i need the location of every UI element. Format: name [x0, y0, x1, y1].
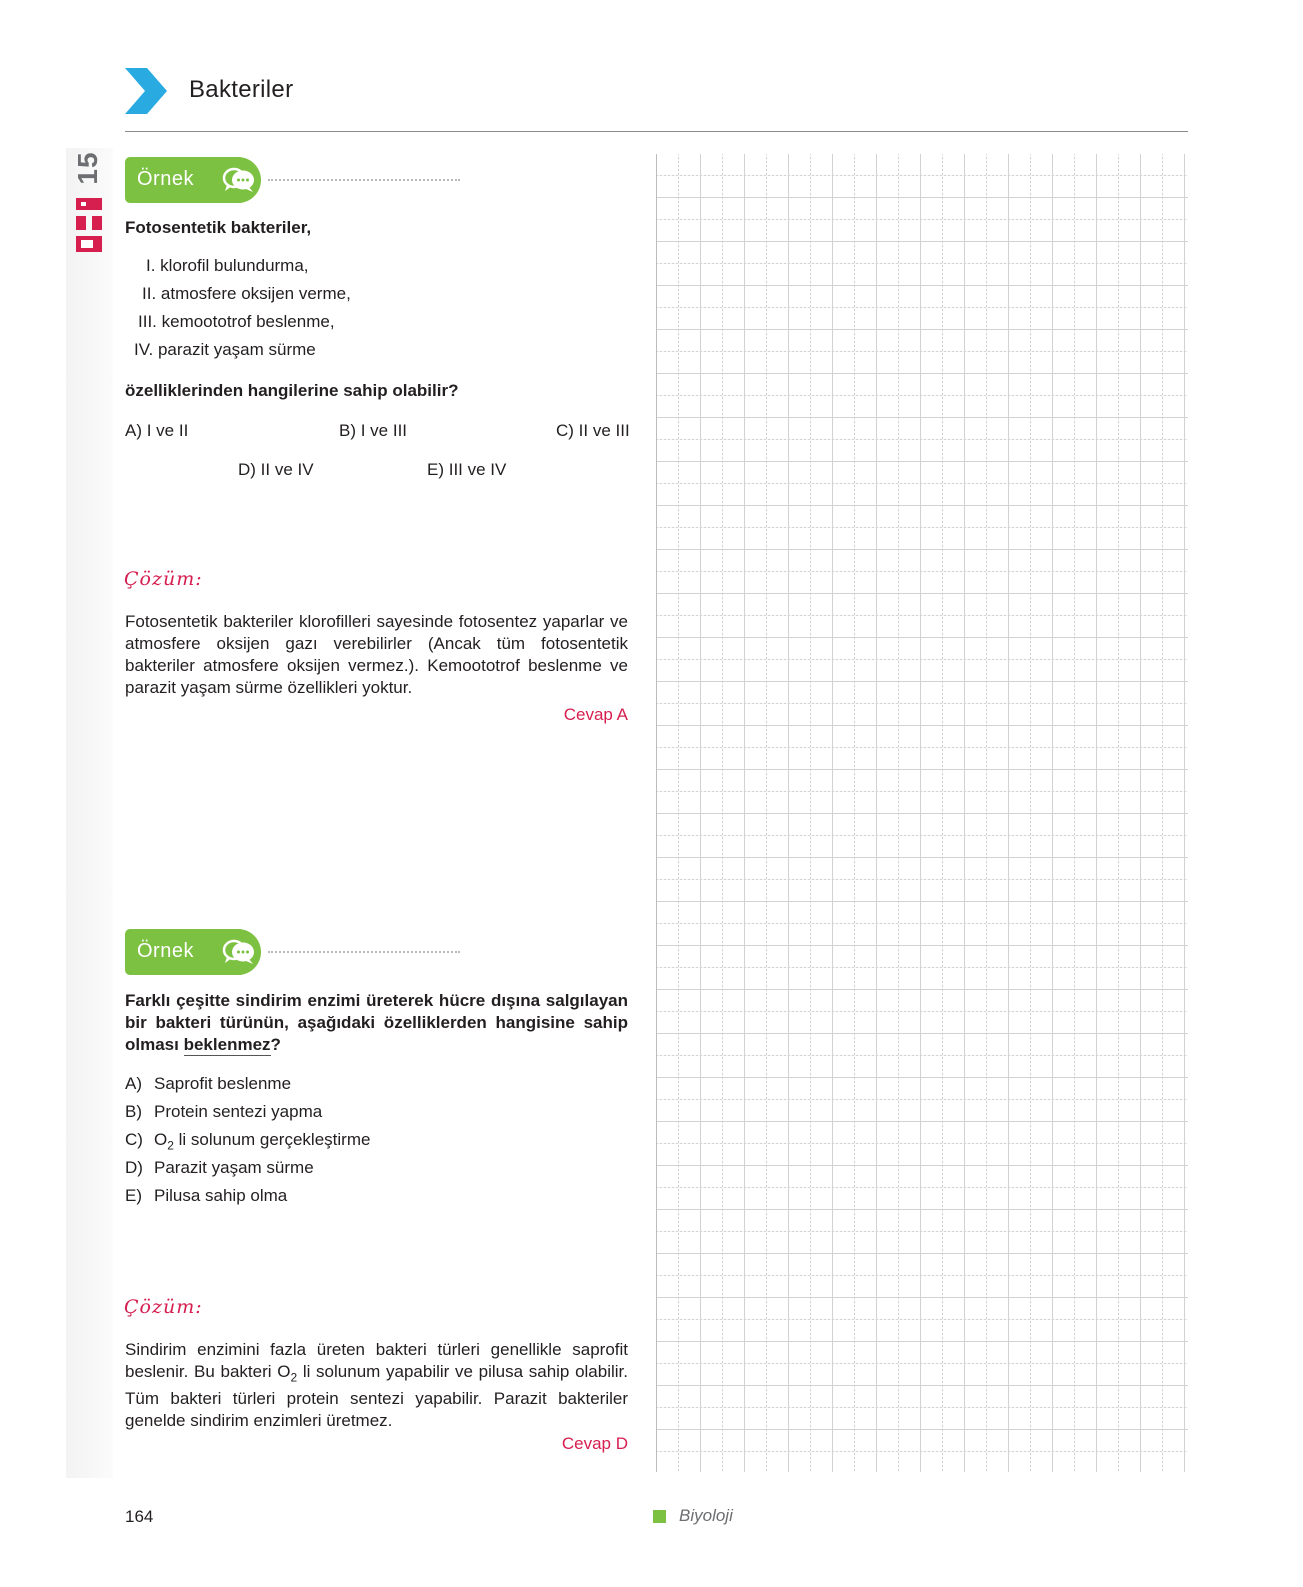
answer-label: Cevap D — [561, 1434, 628, 1453]
option-item — [125, 1185, 525, 1213]
statement-item: IV. parazit yaşam sürme — [134, 340, 316, 359]
page-number: 164 — [125, 1507, 154, 1526]
side-margin — [66, 148, 113, 1478]
question-intro: Fotosentetik bakteriler, — [125, 218, 312, 237]
unit-logo — [66, 150, 112, 255]
header-divider — [125, 131, 1188, 132]
option-item — [125, 1101, 525, 1129]
question-mark: ? — [270, 1035, 281, 1054]
option-letter: D) — [125, 1158, 143, 1177]
option-text: Pilusa sahip olma — [154, 1186, 288, 1205]
statement-item: III. kemoototrof beslenme, — [138, 312, 335, 331]
unit-number: 15 — [72, 151, 103, 185]
option-e: E) III ve IV — [427, 460, 507, 479]
subject-marker-icon — [653, 1510, 666, 1523]
solution-part2: li solunum yapabilir ve pilusa sahip olabilir. Tüm bakteri türleri protein sentezi yapabilir. Parazit bakteriler genelde sindirim enzimleri üretmez. — [125, 1362, 628, 1431]
option-text-post: li solunum gerçekleştirme — [173, 1130, 371, 1149]
option-text: Saprofit beslenme — [154, 1074, 292, 1093]
brand-logo-icon — [72, 198, 104, 252]
option-d: D) II ve IV — [238, 460, 314, 479]
solution-text — [125, 1339, 628, 1432]
option-letter: A) — [125, 1074, 142, 1093]
option-letter: B) — [125, 1102, 142, 1121]
option-text: Parazit yaşam sürme — [154, 1158, 314, 1177]
solution-part1: Sindirim enzimini fazla üreten bakteri türleri genellikle saprofit beslenir. Bu bakteri O — [125, 1340, 628, 1381]
page-title: Bakteriler — [189, 76, 294, 103]
question-end: özelliklerinden hangilerine sahip olabilir? — [125, 381, 459, 400]
speech-bubble-icon — [222, 166, 256, 194]
option-text-sub: 2 — [167, 1138, 174, 1153]
solution-text: Fotosentetik bakteriler klorofilleri sayesinde fotosentez yaparlar ve atmosfere oksijen gazı verebilirler (Ancak tüm fotosentetik bakteriler atmosfere oksijen vermez.). Kemoototrof beslenme ve parazit yaşam sürme özellikleri yoktur. — [125, 612, 628, 697]
question-main: Farklı çeşitte sindirim enzimi üreterek hücre dışına salgılayan bir bakteri türünün, aşağıdaki özelliklerden hangisine sahip olması — [125, 991, 628, 1054]
solution-label: Çözüm: — [124, 1296, 203, 1318]
example-badge — [125, 157, 263, 203]
question-emphasis: beklenmez — [183, 1035, 271, 1054]
example-badge — [125, 929, 263, 975]
option-text: Protein sentezi yapma — [154, 1102, 323, 1121]
statement-item: I. klorofil bulundurma, — [146, 256, 309, 275]
option-item — [125, 1129, 525, 1157]
answer-label: Cevap A — [563, 705, 628, 724]
example-badge-label: Örnek — [137, 940, 194, 962]
option-letter: E) — [125, 1186, 142, 1205]
chevron-right-icon — [125, 68, 167, 114]
statement-item: II. atmosfere oksijen verme, — [142, 284, 351, 303]
statement-list — [125, 255, 385, 367]
option-item — [125, 1073, 525, 1101]
subject-name: Biyoloji — [679, 1506, 733, 1525]
solution-sub: 2 — [290, 1370, 298, 1385]
notes-grid — [656, 154, 1188, 1472]
solution-label: Çözüm: — [124, 568, 203, 590]
option-b: B) I ve III — [339, 421, 408, 440]
option-a: A) I ve II — [125, 421, 189, 440]
option-text-pre: O — [154, 1130, 168, 1149]
option-c: C) II ve III — [556, 421, 630, 440]
speech-bubble-icon — [222, 938, 256, 966]
example-badge-label: Örnek — [137, 168, 194, 190]
option-letter: C) — [125, 1130, 143, 1149]
question-text — [125, 990, 628, 1056]
option-list — [125, 1073, 525, 1213]
option-item — [125, 1157, 525, 1185]
